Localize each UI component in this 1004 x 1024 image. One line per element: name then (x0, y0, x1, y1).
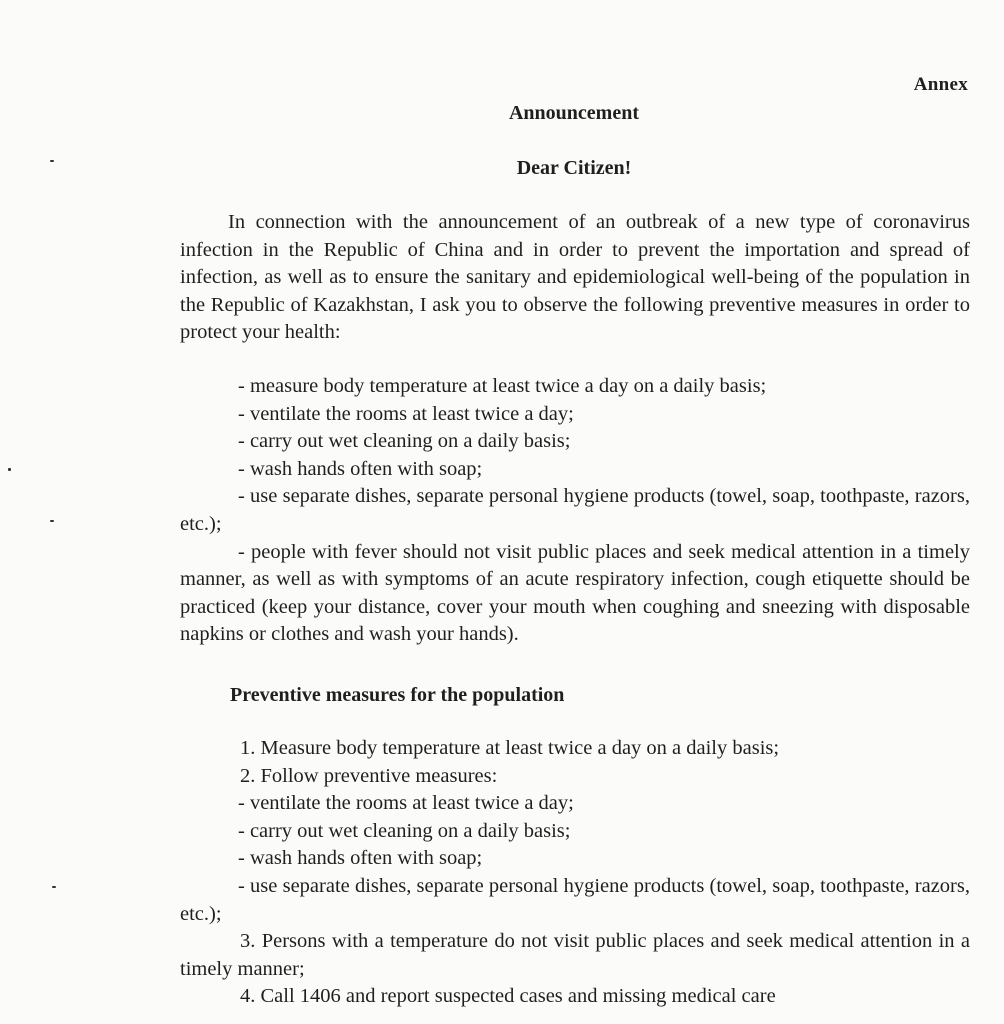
population-measure-item: 4. Call 1406 and report suspected cases and missing medical care (240, 985, 776, 1008)
intro-paragraph: In connection with the announcement of an outbreak of a new type of coronavirus infection in the Republic of China and in order to prevent the importation and spread of infection, as well as to ensure the sanitary and epidemiological well-being of the population in the Republic of Kazakhstan, I ask you to observe the following preventive measures in order to protect your health: (180, 211, 970, 344)
annex-label: Annex (913, 74, 968, 95)
measures-list (180, 373, 970, 649)
population-measure-item: 3. Persons with a temperature do not visit public places and seek medical attention in a timely manner; (180, 930, 970, 980)
measure-item: - use separate dishes, separate personal hygiene products (towel, soap, toothpaste, razors, etc.); (180, 485, 970, 535)
scan-speck (50, 160, 54, 162)
measure-item: - carry out wet cleaning on a daily basis; (238, 430, 571, 453)
greeting: Dear Citizen! (516, 157, 632, 179)
population-measures-list (180, 735, 970, 1011)
section-heading: Preventive measures for the population (230, 684, 565, 706)
scan-speck (8, 468, 11, 471)
measure-item: - measure body temperature at least twice a day on a daily basis; (238, 375, 767, 397)
population-measure-item: - use separate dishes, separate personal hygiene products (towel, soap, toothpaste, razors, etc.); (180, 874, 970, 925)
scan-speck (52, 886, 56, 888)
population-measure-item: 1. Measure body temperature at least twice a day on a daily basis; (240, 737, 780, 759)
measure-item: - people with fever should not visit public places and seek medical attention in a timely manner, as well as with symptoms of an acute respiratory infection, cough etiquette should be practiced (keep your distance, cover your mouth when coughing and sneezing with disposable napkins or clothes and wash your hands). (180, 540, 970, 646)
document-title: Announcement (508, 102, 639, 124)
population-measure-item: - ventilate the rooms at least twice a day; (238, 792, 574, 815)
scan-speck (50, 520, 54, 522)
measure-item: - wash hands often with soap; (238, 457, 483, 480)
population-measure-item: - carry out wet cleaning on a daily basis; (238, 819, 571, 842)
population-measure-item: - wash hands often with soap; (238, 847, 483, 870)
measure-item: - ventilate the rooms at least twice a day; (238, 402, 574, 425)
population-measure-item: 2. Follow preventive measures: (240, 764, 498, 787)
